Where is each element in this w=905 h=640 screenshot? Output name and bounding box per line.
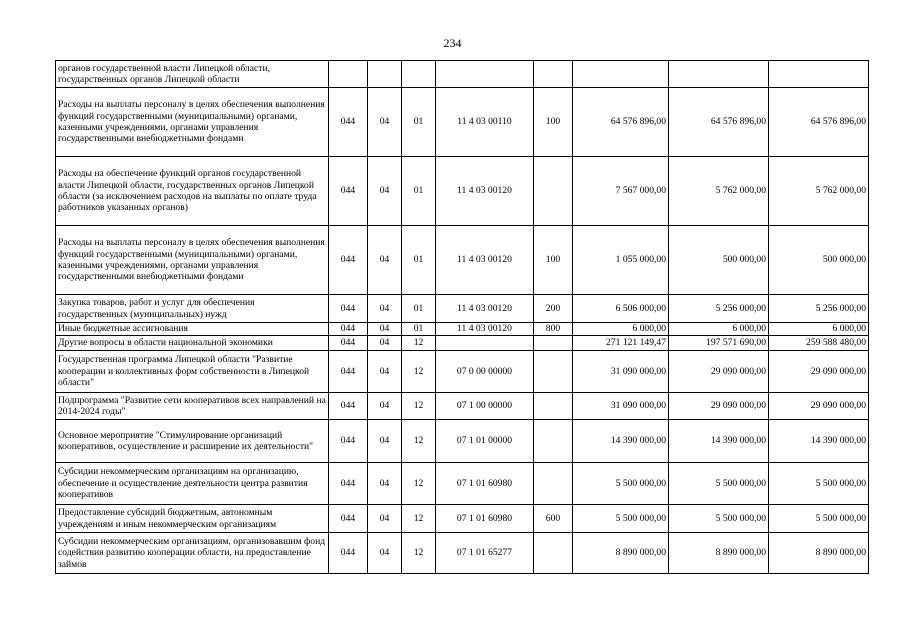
section-code: 04 [368, 505, 402, 533]
expense-type-code: 200 [534, 295, 573, 323]
amount-year-3: 29 090 000,00 [769, 393, 869, 420]
ministry-code: 044 [329, 336, 368, 351]
amount-year-1 [573, 61, 669, 88]
section-code: 04 [368, 323, 402, 336]
expense-type-code [534, 393, 573, 420]
subsection-code: 01 [402, 226, 436, 295]
row-name: Расходы на выплаты персоналу в целях обеспечения выполнения функций государственными (муниципальными) органами, казенными учреждениями, органами управления государственными внебюджетными фондами [56, 88, 329, 157]
row-name: Закупка товаров, работ и услуг для обеспечения государственных (муниципальных) нужд [56, 295, 329, 323]
row-name: Субсидии некоммерческим организациям, организовавшим фонд содействия развитию кооперации области, на предоставление займов [56, 533, 329, 574]
amount-year-3: 29 090 000,00 [769, 351, 869, 393]
expense-type-code: 600 [534, 505, 573, 533]
target-article-code: 11 4 03 00120 [436, 226, 534, 295]
table-row [56, 393, 869, 420]
target-article-code: 11 4 03 00120 [436, 295, 534, 323]
subsection-code: 12 [402, 393, 436, 420]
ministry-code: 044 [329, 226, 368, 295]
target-article-code: 11 4 03 00110 [436, 88, 534, 157]
section-code: 04 [368, 393, 402, 420]
row-name: Государственная программа Липецкой области "Развитие кооперации и коллективных форм собственности в Липецкой области" [56, 351, 329, 393]
ministry-code [329, 61, 368, 88]
target-article-code: 07 1 01 60980 [436, 463, 534, 505]
row-name: Расходы на выплаты персоналу в целях обеспечения выполнения функций государственными (муниципальными) органами, казенными учреждениями, органами управления государственными внебюджетными фондами [56, 226, 329, 295]
expense-type-code [534, 351, 573, 393]
ministry-code: 044 [329, 351, 368, 393]
amount-year-2: 5 500 000,00 [669, 463, 769, 505]
subsection-code: 01 [402, 88, 436, 157]
amount-year-1: 1 055 000,00 [573, 226, 669, 295]
row-name: Субсидии некоммерческим организациям на организацию, обеспечение и осуществление деятельности центра развития кооперативов [56, 463, 329, 505]
section-code: 04 [368, 351, 402, 393]
budget-table [55, 60, 869, 574]
amount-year-1: 7 567 000,00 [573, 157, 669, 226]
ministry-code: 044 [329, 420, 368, 463]
table-row [56, 533, 869, 574]
subsection-code: 12 [402, 420, 436, 463]
expense-type-code [534, 533, 573, 574]
amount-year-2: 197 571 690,00 [669, 336, 769, 351]
ministry-code: 044 [329, 157, 368, 226]
table-row [56, 226, 869, 295]
row-name: Подпрограмма "Развитие сети кооперативов всех направлений на 2014-2024 годы" [56, 393, 329, 420]
section-code [368, 61, 402, 88]
amount-year-1: 31 090 000,00 [573, 393, 669, 420]
table-row [56, 88, 869, 157]
expense-type-code: 100 [534, 88, 573, 157]
subsection-code: 01 [402, 323, 436, 336]
amount-year-1: 8 890 000,00 [573, 533, 669, 574]
amount-year-1: 64 576 896,00 [573, 88, 669, 157]
amount-year-1: 5 500 000,00 [573, 463, 669, 505]
row-name: Предоставление субсидий бюджетным, автономным учреждениям и иным некоммерческим организациям [56, 505, 329, 533]
subsection-code [402, 61, 436, 88]
target-article-code: 07 0 00 00000 [436, 351, 534, 393]
row-name: Иные бюджетные ассигнования [56, 323, 329, 336]
amount-year-2: 500 000,00 [669, 226, 769, 295]
amount-year-2: 29 090 000,00 [669, 393, 769, 420]
section-code: 04 [368, 295, 402, 323]
row-name: Расходы на обеспечение функций органов государственной власти Липецкой области, государственных органов Липецкой области (за исключением расходов на выплаты по оплате труда работников указанных органов) [56, 157, 329, 226]
amount-year-1: 14 390 000,00 [573, 420, 669, 463]
section-code: 04 [368, 157, 402, 226]
amount-year-3: 64 576 896,00 [769, 88, 869, 157]
amount-year-3: 5 500 000,00 [769, 463, 869, 505]
section-code: 04 [368, 420, 402, 463]
target-article-code [436, 61, 534, 88]
expense-type-code [534, 463, 573, 505]
amount-year-1: 31 090 000,00 [573, 351, 669, 393]
amount-year-1: 6 506 000,00 [573, 295, 669, 323]
ministry-code: 044 [329, 463, 368, 505]
section-code: 04 [368, 88, 402, 157]
section-code: 04 [368, 226, 402, 295]
target-article-code: 07 1 01 00000 [436, 420, 534, 463]
row-name: органов государственной власти Липецкой области, государственных органов Липецкой области [56, 61, 329, 88]
amount-year-2: 6 000,00 [669, 323, 769, 336]
expense-type-code [534, 420, 573, 463]
subsection-code: 12 [402, 351, 436, 393]
page-number: 234 [443, 36, 462, 50]
table-row [56, 336, 869, 351]
amount-year-2 [669, 61, 769, 88]
amount-year-2: 29 090 000,00 [669, 351, 769, 393]
target-article-code [436, 336, 534, 351]
subsection-code: 12 [402, 463, 436, 505]
table-row [56, 295, 869, 323]
ministry-code: 044 [329, 295, 368, 323]
subsection-code: 12 [402, 336, 436, 351]
target-article-code: 07 1 01 60980 [436, 505, 534, 533]
expense-type-code [534, 336, 573, 351]
table-row [56, 420, 869, 463]
subsection-code: 01 [402, 295, 436, 323]
target-article-code: 11 4 03 00120 [436, 157, 534, 226]
amount-year-3: 14 390 000,00 [769, 420, 869, 463]
amount-year-2: 5 500 000,00 [669, 505, 769, 533]
amount-year-3: 5 256 000,00 [769, 295, 869, 323]
section-code: 04 [368, 463, 402, 505]
ministry-code: 044 [329, 533, 368, 574]
table-row [56, 61, 869, 88]
amount-year-3: 259 588 480,00 [769, 336, 869, 351]
amount-year-2: 8 890 000,00 [669, 533, 769, 574]
target-article-code: 07 1 01 65277 [436, 533, 534, 574]
amount-year-2: 14 390 000,00 [669, 420, 769, 463]
section-code: 04 [368, 533, 402, 574]
target-article-code: 07 1 00 00000 [436, 393, 534, 420]
row-name: Другие вопросы в области национальной экономики [56, 336, 329, 351]
amount-year-2: 5 256 000,00 [669, 295, 769, 323]
amount-year-3 [769, 61, 869, 88]
amount-year-1: 5 500 000,00 [573, 505, 669, 533]
subsection-code: 01 [402, 157, 436, 226]
expense-type-code [534, 157, 573, 226]
table-row [56, 351, 869, 393]
table-row [56, 323, 869, 336]
target-article-code: 11 4 03 00120 [436, 323, 534, 336]
table-row [56, 505, 869, 533]
ministry-code: 044 [329, 323, 368, 336]
amount-year-3: 500 000,00 [769, 226, 869, 295]
amount-year-2: 64 576 896,00 [669, 88, 769, 157]
subsection-code: 12 [402, 533, 436, 574]
ministry-code: 044 [329, 88, 368, 157]
expense-type-code: 800 [534, 323, 573, 336]
amount-year-2: 5 762 000,00 [669, 157, 769, 226]
expense-type-code: 100 [534, 226, 573, 295]
subsection-code: 12 [402, 505, 436, 533]
amount-year-3: 6 000,00 [769, 323, 869, 336]
amount-year-3: 5 500 000,00 [769, 505, 869, 533]
amount-year-1: 6 000,00 [573, 323, 669, 336]
ministry-code: 044 [329, 393, 368, 420]
amount-year-3: 8 890 000,00 [769, 533, 869, 574]
amount-year-3: 5 762 000,00 [769, 157, 869, 226]
ministry-code: 044 [329, 505, 368, 533]
amount-year-1: 271 121 149,47 [573, 336, 669, 351]
table-row [56, 157, 869, 226]
section-code: 04 [368, 336, 402, 351]
expense-type-code [534, 61, 573, 88]
table-row [56, 463, 869, 505]
row-name: Основное мероприятие "Стимулирование организаций кооперативов, осуществление и расширение их деятельности" [56, 420, 329, 463]
